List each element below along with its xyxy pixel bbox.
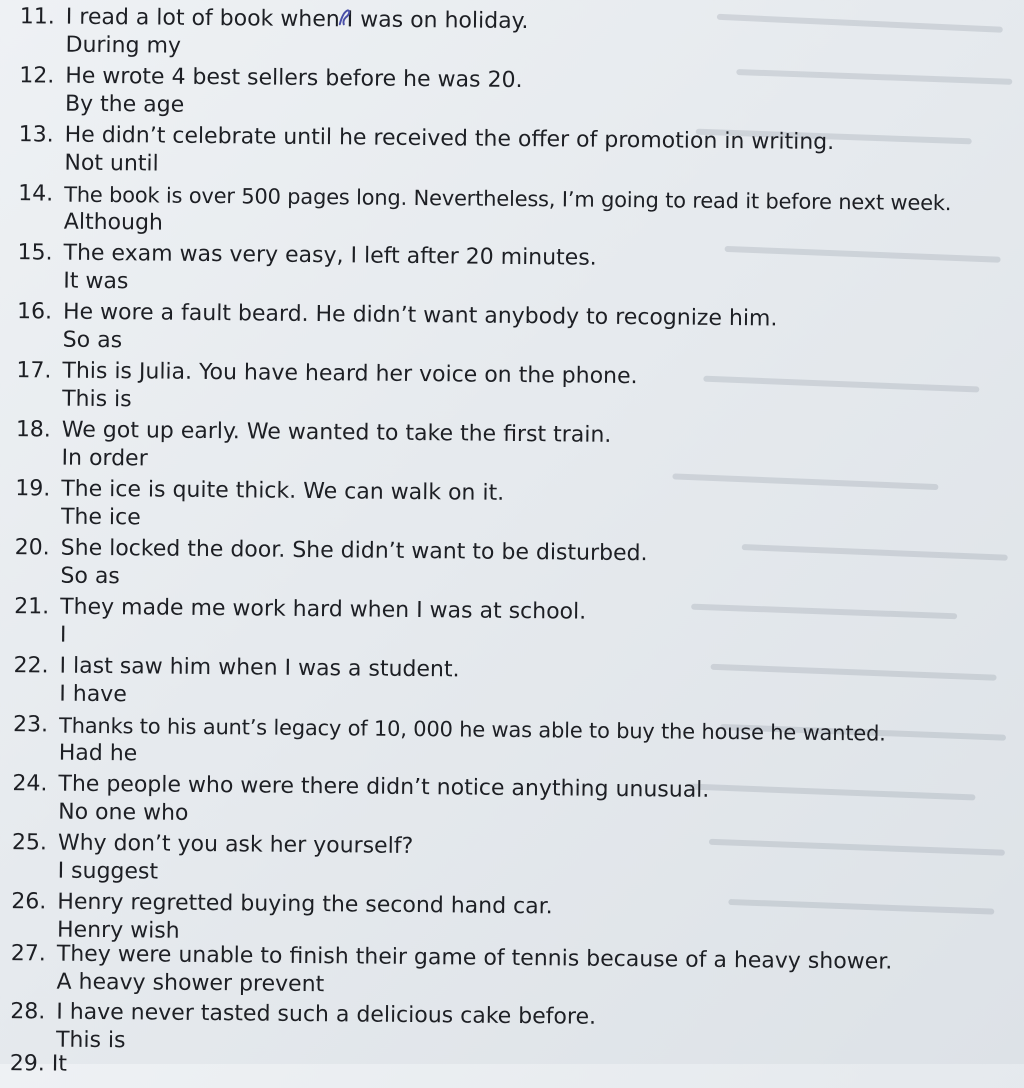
exercise-item [0,940,1015,1009]
exercise-item [0,416,1020,485]
exercise-item [0,770,1017,839]
pen-mark-icon [336,8,354,26]
item-prompt: By the age [64,91,185,118]
exercise-item [0,3,1024,72]
item-sentence: The book is over 500 pages long. Nevertheless, I’m going to read it before next week. [64,182,952,216]
item-number: 11. [19,4,55,30]
item-prompt: So as [60,563,120,590]
exercise-item [0,239,1022,308]
exercise-item [0,829,1016,898]
exercise-item [0,534,1019,603]
item-sentence: Why don’t you ask her yourself? [57,830,414,860]
item-sentence: She locked the door. She didn’t want to be disturbed. [60,535,648,567]
item-prompt: The ice [60,504,141,531]
exercise-item [0,121,1023,190]
item-prompt: Not until [64,150,159,177]
exercise-item [0,593,1018,662]
cut-off-item: 29. It [9,1051,68,1077]
item-number: 18. [15,417,51,443]
item-sentence: Thanks to his aunt’s legacy of 10, 000 he was able to buy the house he wanted. [58,713,886,746]
exercise-item [0,298,1021,367]
item-number: 25. [11,830,48,856]
item-number: 12. [19,63,55,89]
exercise-item [0,62,1023,131]
item-prompt: Although [63,209,164,236]
item-prompt: Henry wish [56,917,180,944]
item-number: 22. [13,653,49,679]
item-sentence: This is Julia. You have heard her voice on the phone. [62,358,638,390]
item-prompt: A heavy shower prevent [56,969,325,998]
item-number: 13. [18,122,54,148]
exercise-item [0,652,1018,721]
item-sentence: He wore a fault beard. He didn’t want anybody to recognize him. [62,299,778,332]
item-sentence: I read a lot of book when I was on holiday. [65,4,529,35]
item-prompt: This is [55,1027,126,1054]
item-prompt: In order [61,445,148,472]
item-sentence: We got up early. We wanted to take the first train. [61,417,612,448]
item-number: 20. [14,535,50,561]
exercise-item [0,357,1021,426]
item-sentence: They made me work hard when I was at school. [60,594,587,625]
exercise-item [0,475,1019,544]
item-number: 17. [16,358,52,384]
item-prompt: It was [63,268,129,295]
item-sentence: He didn’t celebrate until he received the offer of promotion in writing. [64,122,835,156]
item-number: 16. [16,299,53,325]
exercise-item [0,711,1017,780]
exercise-item [0,180,1022,249]
item-prompt: I have [59,681,127,708]
item-prompt: During my [65,32,182,59]
item-number: 21. [14,594,50,620]
item-prompt: I [59,622,67,648]
item-number: 26. [11,889,47,915]
item-sentence: The ice is quite thick. We can walk on it. [61,476,505,506]
item-prompt: No one who [58,799,189,826]
item-sentence: I last saw him when I was a student. [59,653,460,683]
item-number: 27. [10,941,46,967]
item-prompt: I suggest [57,858,159,885]
item-number: 14. [18,181,54,207]
item-prompt: Had he [58,740,138,767]
item-sentence: The people who were there didn’t notice anything unusual. [58,771,710,803]
item-number: 24. [12,771,48,797]
item-sentence: The exam was very easy, I left after 20 minutes. [63,240,597,271]
item-sentence: I have never tasted such a delicious cake before. [56,999,597,1030]
item-sentence: Henry regretted buying the second hand car. [57,889,553,920]
item-prompt: So as [62,327,123,354]
item-sentence: They were unable to finish their game of tennis because of a heavy shower. [56,941,893,975]
item-number: 23. [12,712,49,738]
exercise-item [0,998,1014,1067]
item-number: 15. [17,240,53,266]
item-number: 19. [15,476,51,502]
item-number: 28. [10,999,46,1025]
item-prompt: This is [62,386,132,413]
item-sentence: He wrote 4 best sellers before he was 20. [65,63,523,94]
